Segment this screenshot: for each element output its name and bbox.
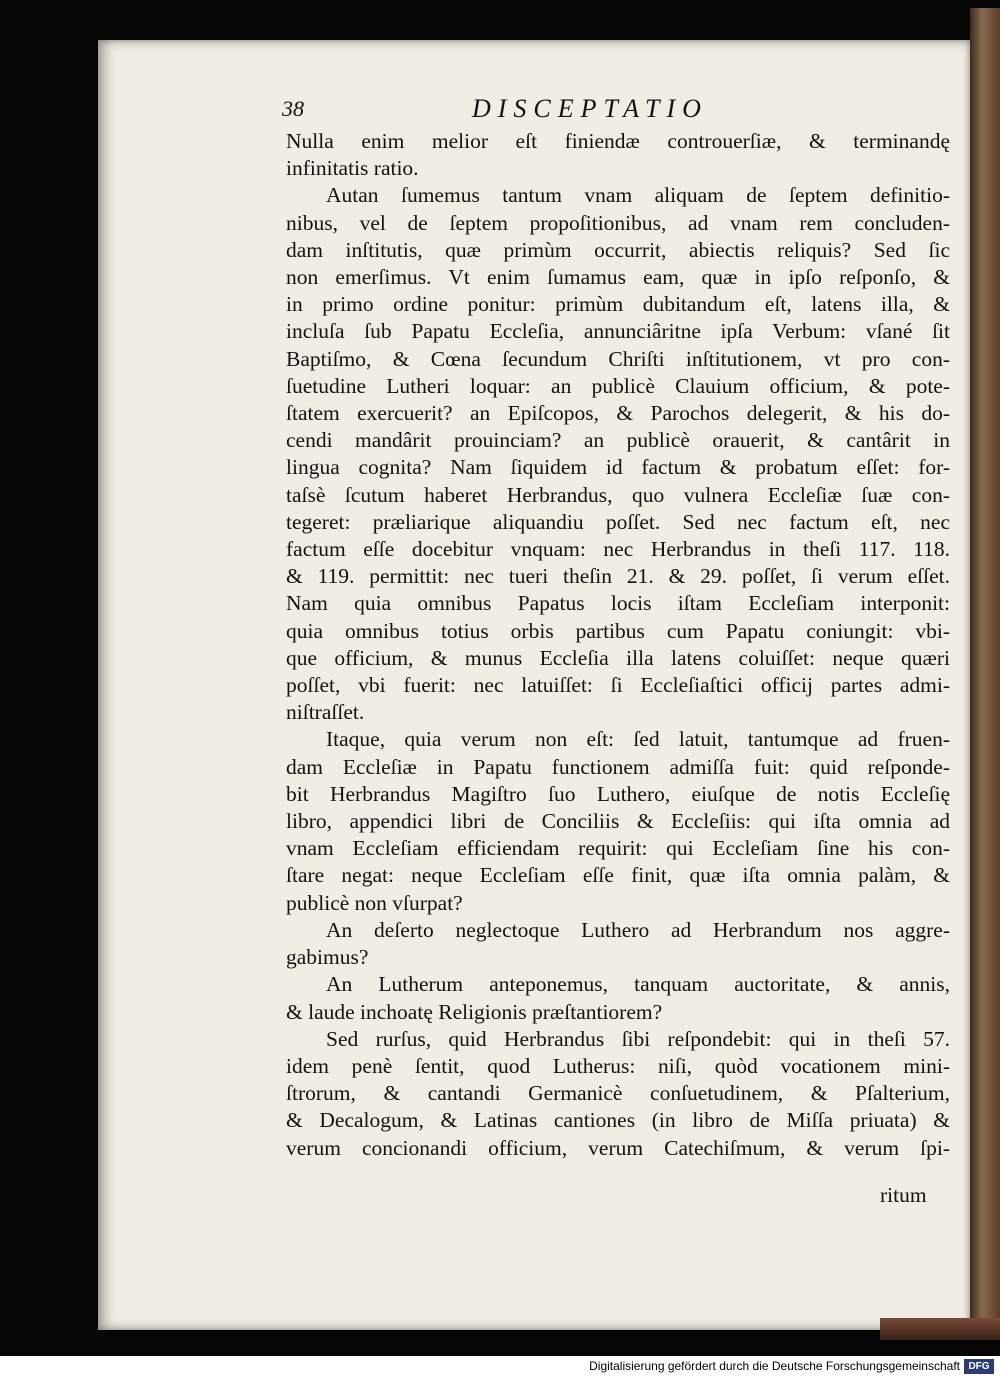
- text-line: & laude inchoatę Religionis præſtantiorem?: [286, 999, 663, 1024]
- text-line: Nam quia omnibus Papatus locis iſtam Eccleſiam interponit:: [286, 591, 950, 616]
- text-line: niſtraſſet.: [286, 700, 365, 725]
- text-line: ſuetudine Lutheri loquar: an publicè Clauium officium, & pote-: [286, 373, 950, 398]
- text-line: taſsè ſcutum haberet Herbrandus, quo vulnera Eccleſiæ ſuæ con-: [286, 482, 950, 507]
- page-header: [282, 96, 962, 126]
- text-line: Sed rurſus, quid Herbrandus ſibi reſpondebit: qui in theſi 57.: [326, 1026, 950, 1051]
- text-line: dam Eccleſiæ in Papatu functionem admiſſa fuit: quid reſponde-: [286, 754, 950, 779]
- book-edge-bottom: [880, 1318, 1000, 1340]
- text-line: An deſerto neglectoque Luthero ad Herbrandum nos aggre-: [326, 917, 950, 942]
- body-text: [286, 128, 950, 1162]
- text-line: libro, appendici libri de Conciliis & Eccleſiis: qui iſta omnia ad: [286, 809, 950, 834]
- text-line: gabimus?: [286, 945, 369, 970]
- dfg-logo: DFG: [964, 1359, 994, 1374]
- text-line: tegeret: præliarique aliquandiu poſſet. Sed nec factum eſt, nec: [286, 509, 950, 534]
- text-line: nibus, vel de ſeptem propoſitionibus, ad vnam rem concluden-: [286, 210, 950, 235]
- text-line: ſtrorum, & cantandi Germanicè conſuetudinem, & Pſalterium,: [286, 1081, 950, 1106]
- running-head: DISCEPTATIO: [472, 94, 708, 123]
- text-line: An Lutherum anteponemus, tanquam auctoritate, & annis,: [326, 972, 950, 997]
- text-line: Baptiſmo, & Cœna ſecundum Chriſti inſtitutionem, vt pro con-: [286, 346, 950, 371]
- page-number: 38: [282, 96, 304, 121]
- text-line: cendi mandârit prouinciam? an publicè orauerit, & cantârit in: [286, 428, 950, 453]
- text-line: infinitatis ratio.: [286, 156, 419, 181]
- text-line: dam inſtitutis, quæ primùm occurrit, abiectis reliquis? Sed ſic: [286, 237, 950, 262]
- text-line: non emerſimus. Vt enim ſumamus eam, quæ in ipſo reſponſo, &: [286, 265, 950, 290]
- book-edge-right: [970, 8, 1000, 1338]
- catchword: ritum: [880, 1183, 927, 1207]
- text-line: bit Herbrandus Magiſtro ſuo Luthero, eiuſque de notis Eccleſię: [286, 781, 950, 806]
- text-line: idem penè ſentit, quod Lutherus: niſi, quòd vocationem mini-: [286, 1053, 950, 1078]
- text-line: quia omnibus totius orbis partibus cum Papatu coniungit: vbi-: [286, 618, 950, 643]
- text-line: que officium, & munus Eccleſia illa latens coluiſſet: neque quæri: [286, 645, 950, 670]
- text-line: in primo ordine ponitur: primùm dubitandum eſt, latens illa, &: [286, 292, 950, 317]
- text-line: vnam Eccleſiam efficiendam requirit: qui Eccleſiam ſine his con-: [286, 836, 950, 861]
- text-line: poſſet, vbi fuerit: nec latuiſſet: ſi Eccleſiaſtici officij partes admi-: [286, 673, 950, 698]
- text-line: lingua cognita? Nam ſiquidem id factum & probatum eſſet: for-: [286, 455, 950, 480]
- text-line: publicè non vſurpat?: [286, 890, 463, 915]
- text-line: verum concionandi officium, verum Catechiſmum, & verum ſpi-: [286, 1135, 950, 1160]
- text-line: incluſa ſub Papatu Eccleſia, annunciâritne ipſa Verbum: vſané ſit: [286, 319, 950, 344]
- footer-credit: Digitalisierung gefördert durch die Deutsche Forschungsgemeinschaft: [589, 1359, 960, 1373]
- footer-bar: [0, 1356, 1000, 1378]
- text-line: factum eſſe docebitur vnquam: nec Herbrandus in theſi 117. 118.: [286, 537, 950, 562]
- text-line: Itaque, quia verum non eſt: ſed latuit, tantumque ad fruen-: [326, 727, 950, 752]
- text-line: & Decalogum, & Latinas cantiones (in libro de Miſſa priuata) &: [286, 1108, 950, 1133]
- text-line: & 119. permittit: nec tueri theſin 21. & 29. poſſet, ſi verum eſſet.: [286, 564, 950, 589]
- text-line: ſtatem exercuerit? an Epiſcopos, & Parochos delegerit, & his do-: [286, 401, 950, 426]
- text-line: Autan ſumemus tantum vnam aliquam de ſeptem definitio-: [326, 183, 950, 208]
- text-line: Nulla enim melior eſt finiendæ controuerſiæ, & terminandę: [286, 129, 950, 153]
- text-line: ſtare negat: neque Eccleſiam eſſe finit, quæ iſta omnia palàm, &: [286, 863, 950, 888]
